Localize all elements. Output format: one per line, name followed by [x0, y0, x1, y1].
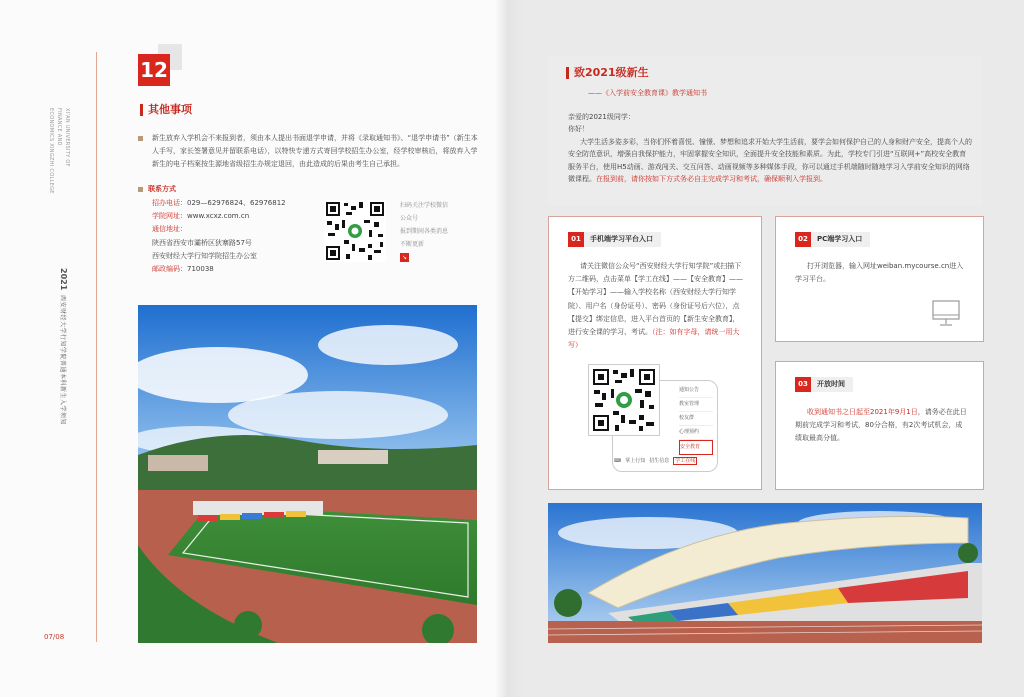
phone-bottom-bar: ⌨ 掌上行知 招生信息 学工在线: [614, 458, 696, 464]
monitor-icon: [931, 298, 961, 328]
open-time-text: 收到通知书之日起至2021年9月1日，请务必在此日期前完成学习和考试，80分合格，有2次考试机会，成绩取最高分值。: [795, 408, 967, 443]
margin-rule: [96, 52, 97, 642]
bullet-square-icon: [138, 187, 143, 192]
address-line-1: 陕西省西安市灞桥区狄寨路57号: [152, 238, 252, 247]
mobile-entry-heading: 01 手机端学习平台入口: [568, 232, 661, 247]
phone-line: 招办电话：029—62976824、62976812: [152, 199, 286, 207]
contact-info: [152, 197, 286, 276]
section-title: 其他事项: [140, 104, 192, 116]
vertical-chinese-title: 西安财经大学行知学院普通本科新生入学须知: [59, 295, 66, 426]
notice-subtitle: ——《入学前安全教育课》教学通知书: [588, 89, 707, 97]
bullet-square-icon: [138, 136, 143, 141]
notice-body: 亲爱的2021级同学： 你好！ 大学生活多姿多彩，当你们怀着喜悦、憧憬、梦想和追求开始大学生活前，要学会如何保护自己的人身和财产安全，提高个人的安全防范意识，增强自我保护能力，牢固掌握安全知识，全面提升安全技能和素质。为此，学校专门引进“互联网+”高校安全教育服务平台，使用H5动画、游戏闯关、交互问答、动画视频等多种媒体手段，你可以通过手机端随时随地学习入学前安全知识的网络微课程。在报到前，请你按如下方式务必自主完成学习和考试，确保顺利入学报到。: [568, 113, 972, 184]
section-number: 12: [138, 54, 170, 86]
withdrawal-paragraph: 新生放弃入学机会不来报到者，须由本人提出书面退学申请，并将《录取通知书》、“退学申请书”（新生本人手写，家长签署意见并留联系电话），以特快专递方式寄回学校招生办公室，经学校审核后，将放弃入学新生的电子档案按生源地省级招生办规定退回，由此造成的后果由考生自己承担。: [138, 132, 478, 145]
contact-heading: 联系方式: [138, 184, 176, 194]
address-line-2: 西安财经大学行知学院招生办公室: [152, 251, 257, 260]
address-label: 通信地址：: [152, 225, 187, 234]
mobile-entry-text: 请关注微信公众号“西安财经大学行知学院”或扫描下方二维码，点击菜单【学工在线】——【安全教育】——【开始学习】——输入学校名称（西安财经大学行知学院）、用户名（身份证号）、密码（身份证号后六位），点【提交】绑定信息，进入平台首页的【新生安全教育】，进行安全课的学习、考试。（注：如有字母，请统一用大写）: [568, 262, 743, 350]
arrow-mark-icon: ↘: [401, 254, 408, 261]
open-time-heading: 03 开放时间: [795, 377, 853, 392]
left-page: [0, 0, 510, 697]
keyboard-icon: ⌨: [614, 458, 622, 464]
pc-entry-heading: 02 PC端学习入口: [795, 232, 870, 247]
notice-title: 致2021级新生: [566, 67, 649, 79]
site-line: 学院网址：www.xcxz.com.cn: [152, 212, 250, 221]
page-number: 07/08: [44, 633, 65, 641]
vertical-year: 2021: [59, 268, 68, 291]
vertical-english-title: XI'AN UNIVERSITY OF FINANCE AND ECONOMICS XINGZHI COLLEGE: [48, 108, 70, 194]
pc-entry-text: 打开浏览器，输入网址weiban.mycourse.cn进入学习平台。: [795, 262, 964, 284]
qr-note: 扫码关注学校微信 公众号 报到期间各类消息 不断更新 ↘: [400, 202, 449, 261]
stadium-photo: [548, 503, 982, 643]
wechat-qr-code-icon: [324, 200, 386, 262]
mobile-qr-code-icon: [588, 364, 660, 436]
phone-menu-list: 通知公告 教室管理 校友群 心理预约 安全教育: [679, 384, 713, 455]
zip-line: 邮政编码：710038: [152, 265, 214, 274]
campus-field-photo: [138, 305, 477, 643]
